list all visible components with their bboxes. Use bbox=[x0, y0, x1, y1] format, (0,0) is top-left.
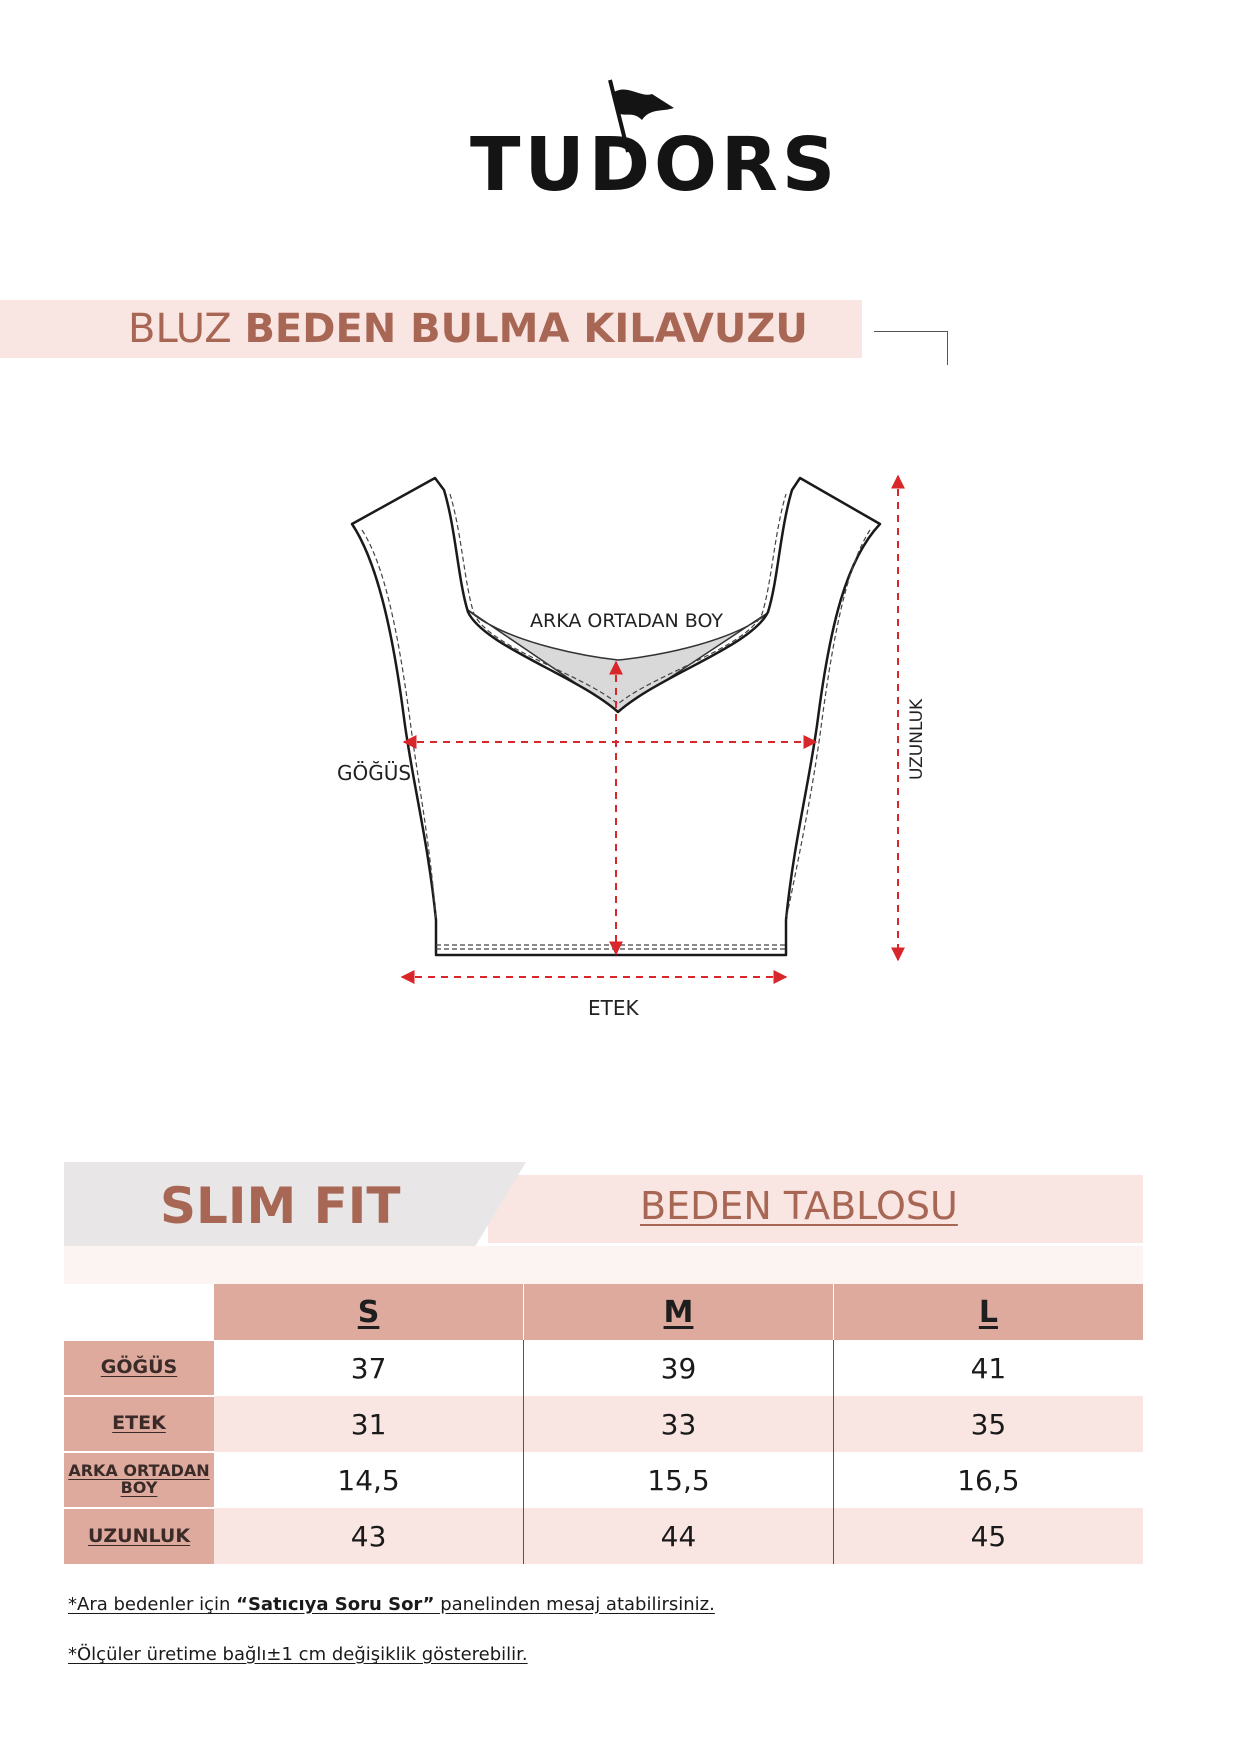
title-light: BLUZ bbox=[128, 306, 232, 352]
table-row bbox=[64, 1340, 1143, 1396]
table-cell: 44 bbox=[524, 1508, 834, 1564]
table-cell: 16,5 bbox=[833, 1452, 1143, 1508]
table-cell: 33 bbox=[524, 1396, 834, 1452]
garment-diagram bbox=[300, 450, 1000, 1050]
size-header-m: M bbox=[524, 1284, 834, 1340]
row-label-length: UZUNLUK bbox=[64, 1508, 214, 1564]
table-header-row bbox=[64, 1284, 1143, 1340]
table-cell: 15,5 bbox=[524, 1452, 834, 1508]
table-corner-cell bbox=[64, 1284, 214, 1340]
table-cell: 14,5 bbox=[214, 1452, 524, 1508]
fit-label: SLIM FIT bbox=[160, 1177, 401, 1235]
row-label-chest: GÖĞÜS bbox=[64, 1340, 214, 1396]
table-row bbox=[64, 1396, 1143, 1452]
brand-name: TUDORS bbox=[470, 122, 840, 208]
note1-suffix: panelinden mesaj atabilirsiniz. bbox=[434, 1594, 715, 1615]
label-chest: GÖĞÜS bbox=[337, 761, 412, 785]
size-table bbox=[64, 1284, 1143, 1564]
label-hem: ETEK bbox=[588, 996, 639, 1020]
note-intermediate-sizes bbox=[68, 1594, 715, 1615]
table-cell: 37 bbox=[214, 1340, 524, 1396]
table-cell: 39 bbox=[524, 1340, 834, 1396]
corner-mark bbox=[874, 331, 948, 365]
table-cell: 43 bbox=[214, 1508, 524, 1564]
size-header-s: S bbox=[214, 1284, 524, 1340]
title-bold: BEDEN BULMA KILAVUZU bbox=[244, 306, 808, 352]
row-label-back-length: ARKA ORTADAN BOY bbox=[64, 1452, 214, 1508]
table-cell: 41 bbox=[833, 1340, 1143, 1396]
table-cell: 31 bbox=[214, 1396, 524, 1452]
note-tolerance: *Ölçüler üretime bağlı±1 cm değişiklik gösterebilir. bbox=[68, 1644, 528, 1665]
table-cell: 45 bbox=[833, 1508, 1143, 1564]
table-cell: 35 bbox=[833, 1396, 1143, 1452]
page-title bbox=[128, 305, 808, 353]
label-length: UZUNLUK bbox=[907, 698, 927, 780]
brand-logo bbox=[470, 78, 840, 208]
size-chart-title: BEDEN TABLOSU bbox=[640, 1184, 958, 1228]
table-row bbox=[64, 1452, 1143, 1508]
note1-bold: “Satıcıya Soru Sor” bbox=[236, 1594, 435, 1615]
header-spacer-band bbox=[64, 1246, 1143, 1284]
row-label-hem: ETEK bbox=[64, 1396, 214, 1452]
label-back-length: ARKA ORTADAN BOY bbox=[530, 610, 724, 632]
blouse-sketch bbox=[300, 450, 1000, 1050]
note1-prefix: *Ara bedenler için bbox=[68, 1594, 237, 1615]
size-header-l: L bbox=[833, 1284, 1143, 1340]
table-row bbox=[64, 1508, 1143, 1564]
